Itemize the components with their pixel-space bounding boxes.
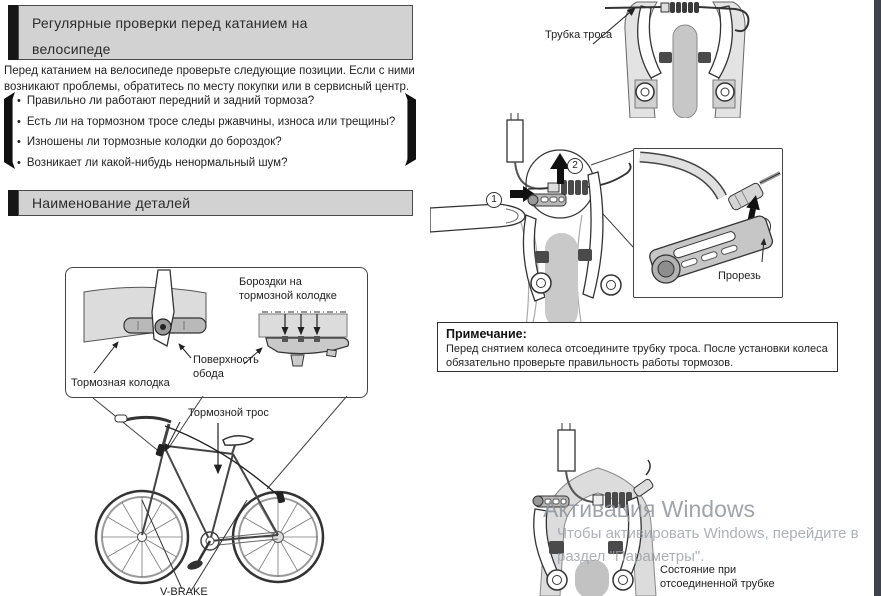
brake-cable-line: [165, 426, 281, 498]
pre-ride-checklist: [17, 91, 397, 173]
section1-title-line1: Регулярные проверки перед катанием на: [32, 15, 308, 31]
step-2-badge: 2: [567, 158, 583, 174]
section1-header: [18, 5, 413, 60]
watermark-line1: Чтобы активировать Windows, перейдите в: [557, 525, 859, 542]
intro-line2: возникают проблемы, обратитесь по месту покупки или в сервисный центр.: [4, 80, 410, 93]
pad-label-arrow-icon: [94, 342, 191, 373]
intro-line1: Перед катанием на велосипеде проверьте следующие позиции. Если с ними: [4, 65, 415, 77]
bullet-icon: •: [17, 156, 21, 169]
grooves-section: [244, 312, 349, 366]
handlebar: [115, 415, 171, 422]
saddle: [223, 436, 253, 445]
checklist-item: • Возникает ли какой-нибудь ненормальный шум?: [17, 156, 288, 169]
bullet-icon: •: [17, 136, 21, 149]
bicycle-figure: [85, 396, 425, 596]
v-brake-label: V-BRAKE: [160, 586, 208, 596]
section2-accent-bar: [8, 190, 18, 216]
state-label: Состояние при отсоединенной трубке: [660, 564, 775, 590]
cable-adjuster: [558, 423, 575, 471]
arm-pivot-inner: [658, 261, 674, 277]
slot-detail-box: [633, 148, 783, 298]
windows-activation-watermark: [543, 496, 873, 568]
cable-tube-label: Трубка троса: [545, 29, 613, 41]
step-1-badge: 1: [486, 192, 502, 208]
section1-accent-bar: [8, 5, 18, 60]
grooves-label: Бороздки на тормозной колодке: [239, 276, 337, 302]
section2-header: [18, 190, 413, 216]
checklist-item: • Изношены ли тормозные колодки до бороздок?: [17, 136, 282, 149]
brake-pad-label: Тормозная колодка: [71, 377, 170, 389]
pad-detail-box: [65, 267, 368, 398]
checklist-item: • Правильно ли работают передний и задний тормоза?: [17, 95, 315, 108]
cable-housing: [640, 157, 780, 211]
note-line2: обязательно проверьте правильность работы тормозов.: [446, 357, 734, 369]
quick-release-lever: [528, 194, 566, 206]
checklist-item: • Есть ли на тормозном тросе следы ржавчины, износа или трещины?: [17, 115, 396, 128]
rim-surface-label: Поверхность обода: [193, 354, 259, 380]
release-steps-figure: [430, 93, 640, 328]
bullet-icon: •: [17, 115, 21, 128]
brake-cable-label: Тормозной трос: [188, 407, 269, 419]
front-wheel: [96, 491, 188, 583]
viewer-edge-strip: [874, 0, 881, 596]
watermark-line2: раздел "Параметры".: [557, 548, 705, 565]
section1-title-line2: велосипеде: [32, 41, 111, 57]
checklist-right-bracket: [405, 93, 416, 166]
watermark-title: Активация Windows: [543, 496, 755, 522]
note-box: [437, 322, 838, 372]
bike-frame: [142, 424, 278, 541]
vbrake-leader-lines: [142, 500, 247, 591]
bullet-icon: •: [17, 95, 21, 108]
section2-title: Наименование деталей: [32, 195, 191, 211]
cable-adjuster: [507, 113, 548, 189]
pointing-finger: [430, 204, 525, 232]
note-title: Примечание:: [446, 327, 527, 341]
note-line1: Перед снятием колеса отсоедините трубку троса. После установки колеса: [446, 343, 828, 355]
rim-section: [84, 270, 206, 346]
slot-label: Прорезь: [718, 270, 761, 282]
tire: [673, 25, 697, 118]
front-brake: [155, 443, 165, 457]
checklist-left-bracket: [4, 92, 15, 169]
